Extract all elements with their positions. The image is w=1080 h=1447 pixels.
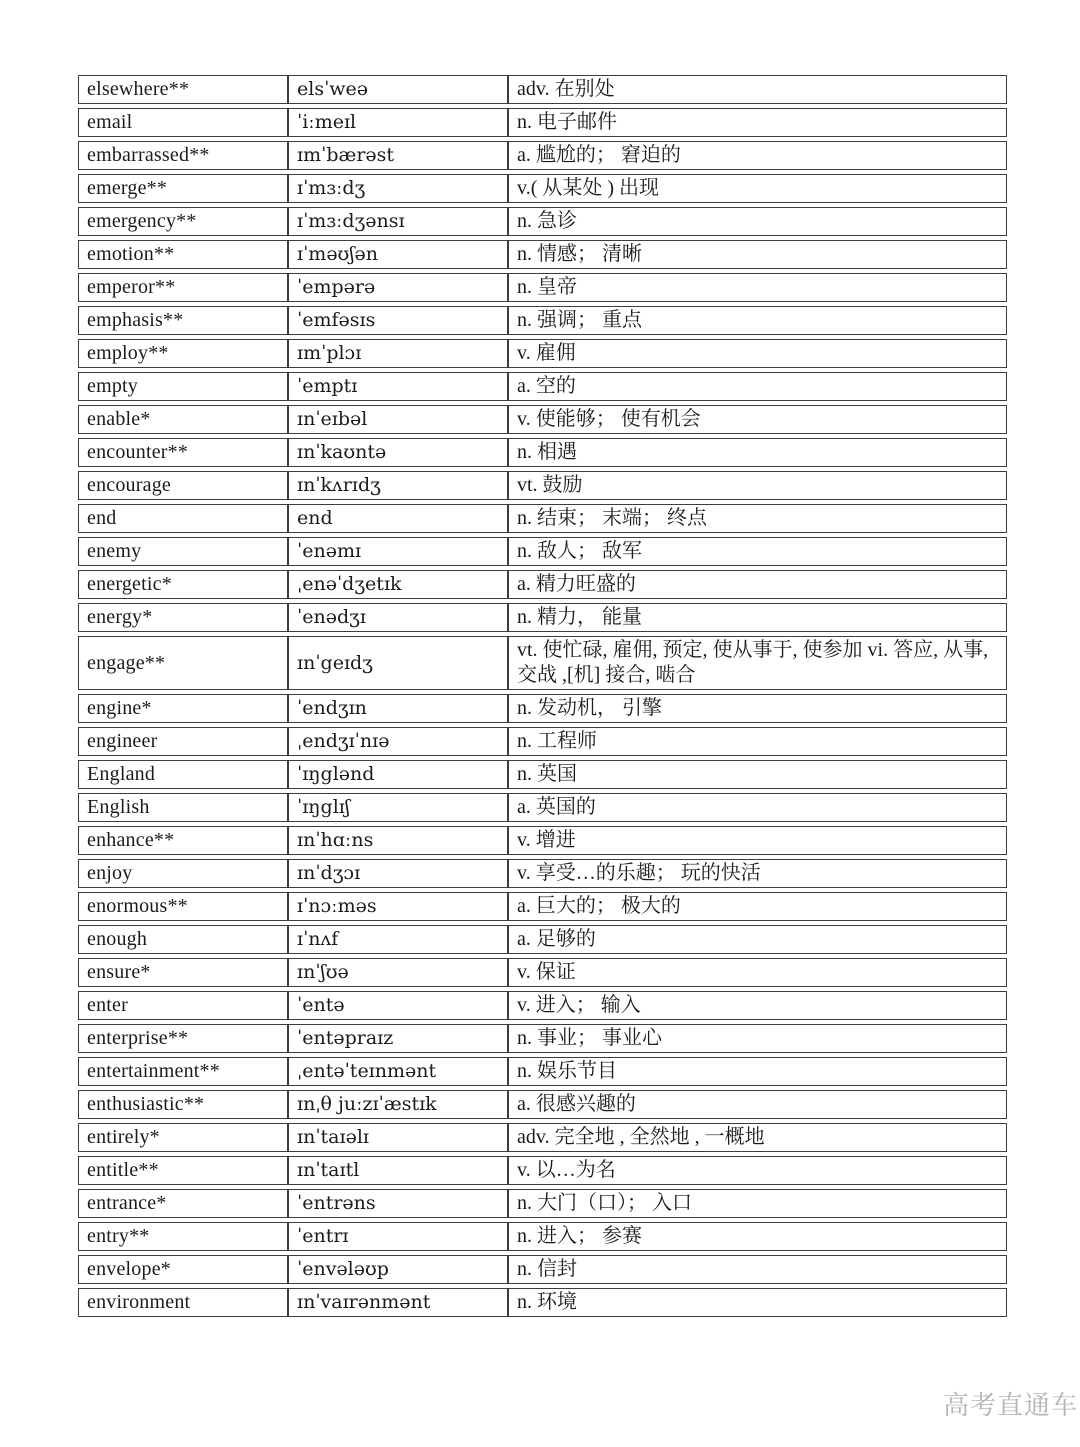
ipa-cell: elsˈweə	[288, 75, 508, 104]
ipa-cell: ɪˈmɜːdʒənsɪ	[288, 207, 508, 236]
watermark: 高考直通车	[942, 1391, 1078, 1420]
word-cell: employ**	[78, 339, 288, 368]
meaning-cell: n. 英国	[508, 760, 1007, 789]
meaning-cell: v. 进入； 输入	[508, 991, 1007, 1020]
word-cell: emerge**	[78, 174, 288, 203]
word-cell: emotion**	[78, 240, 288, 269]
word-cell: entertainment**	[78, 1057, 288, 1086]
ipa-cell: ɪmˈbærəst	[288, 141, 508, 170]
ipa-cell: ɪnˈhɑːns	[288, 826, 508, 855]
table-row	[78, 859, 1007, 888]
table-row	[78, 958, 1007, 987]
word-cell: engage**	[78, 636, 288, 690]
ipa-cell: ɪˈmɜːdʒ	[288, 174, 508, 203]
meaning-cell: n. 事业； 事业心	[508, 1024, 1007, 1053]
word-cell: emphasis**	[78, 306, 288, 335]
word-cell: energy*	[78, 603, 288, 632]
word-cell: England	[78, 760, 288, 789]
ipa-cell: ˈɪŋglənd	[288, 760, 508, 789]
table-row	[78, 273, 1007, 302]
vocabulary-table	[78, 71, 1007, 1321]
meaning-cell: n. 工程师	[508, 727, 1007, 756]
table-row	[78, 108, 1007, 137]
ipa-cell: ˌenəˈdʒetɪk	[288, 570, 508, 599]
ipa-cell: ˌentəˈteɪnmənt	[288, 1057, 508, 1086]
ipa-cell: ɪnˈtaɪəlɪ	[288, 1123, 508, 1152]
table-row	[78, 537, 1007, 566]
table-row	[78, 471, 1007, 500]
table-row	[78, 760, 1007, 789]
meaning-cell: a. 巨大的； 极大的	[508, 892, 1007, 921]
table-body	[78, 75, 1007, 1317]
ipa-cell: ˈenədʒɪ	[288, 603, 508, 632]
word-cell: enter	[78, 991, 288, 1020]
meaning-cell: a. 尴尬的； 窘迫的	[508, 141, 1007, 170]
meaning-cell: adv. 在别处	[508, 75, 1007, 104]
meaning-cell: v. 增进	[508, 826, 1007, 855]
table-row	[78, 306, 1007, 335]
table-row	[78, 727, 1007, 756]
table-row	[78, 141, 1007, 170]
ipa-cell: ˈempərə	[288, 273, 508, 302]
ipa-cell: ˈemfəsɪs	[288, 306, 508, 335]
ipa-cell: ɪnˈgeɪdʒ	[288, 636, 508, 690]
meaning-cell: v.( 从某处 ) 出现	[508, 174, 1007, 203]
word-cell: end	[78, 504, 288, 533]
table-row	[78, 694, 1007, 723]
ipa-cell: ɪˈməʊʃən	[288, 240, 508, 269]
word-cell: empty	[78, 372, 288, 401]
word-cell: enormous**	[78, 892, 288, 921]
table-row	[78, 991, 1007, 1020]
table-row	[78, 1189, 1007, 1218]
meaning-cell: a. 足够的	[508, 925, 1007, 954]
ipa-cell: ɪnˌθ juːzɪˈæstɪk	[288, 1090, 508, 1119]
table-row	[78, 636, 1007, 690]
table-row	[78, 570, 1007, 599]
table-row	[78, 1024, 1007, 1053]
word-cell: English	[78, 793, 288, 822]
table-row	[78, 207, 1007, 236]
ipa-cell: ˈentəpraɪz	[288, 1024, 508, 1053]
word-cell: enough	[78, 925, 288, 954]
table-row	[78, 892, 1007, 921]
table-row	[78, 438, 1007, 467]
word-cell: enhance**	[78, 826, 288, 855]
table-row	[78, 1123, 1007, 1152]
word-cell: encounter**	[78, 438, 288, 467]
word-cell: engine*	[78, 694, 288, 723]
table-row	[78, 1288, 1007, 1317]
word-cell: embarrassed**	[78, 141, 288, 170]
table-row	[78, 372, 1007, 401]
meaning-cell: n. 皇帝	[508, 273, 1007, 302]
meaning-cell: v. 使能够； 使有机会	[508, 405, 1007, 434]
ipa-cell: ˈendʒɪn	[288, 694, 508, 723]
ipa-cell: ɪˈnʌf	[288, 925, 508, 954]
ipa-cell: ˈenvələʊp	[288, 1255, 508, 1284]
word-cell: enterprise**	[78, 1024, 288, 1053]
ipa-cell: end	[288, 504, 508, 533]
word-cell: envelope*	[78, 1255, 288, 1284]
ipa-cell: ˈentə	[288, 991, 508, 1020]
word-cell: enable*	[78, 405, 288, 434]
word-cell: elsewhere**	[78, 75, 288, 104]
table-row	[78, 504, 1007, 533]
ipa-cell: ɪmˈplɔɪ	[288, 339, 508, 368]
ipa-cell: ɪnˈeɪbəl	[288, 405, 508, 434]
word-cell: ensure*	[78, 958, 288, 987]
meaning-cell: n. 精力， 能量	[508, 603, 1007, 632]
meaning-cell: n. 进入； 参赛	[508, 1222, 1007, 1251]
ipa-cell: ɪnˈdʒɔɪ	[288, 859, 508, 888]
meaning-cell: vt. 鼓励	[508, 471, 1007, 500]
meaning-cell: n. 情感； 清晰	[508, 240, 1007, 269]
word-cell: enthusiastic**	[78, 1090, 288, 1119]
ipa-cell: ˈɪŋglɪʃ	[288, 793, 508, 822]
table-row	[78, 1222, 1007, 1251]
meaning-cell: a. 空的	[508, 372, 1007, 401]
ipa-cell: ˈentrəns	[288, 1189, 508, 1218]
meaning-cell: n. 环境	[508, 1288, 1007, 1317]
meaning-cell: a. 英国的	[508, 793, 1007, 822]
table-row	[78, 339, 1007, 368]
word-cell: emperor**	[78, 273, 288, 302]
meaning-cell: n. 大门（口）； 入口	[508, 1189, 1007, 1218]
word-cell: environment	[78, 1288, 288, 1317]
table-row	[78, 174, 1007, 203]
word-cell: emergency**	[78, 207, 288, 236]
ipa-cell: ˈentrɪ	[288, 1222, 508, 1251]
meaning-cell: v. 雇佣	[508, 339, 1007, 368]
meaning-cell: n. 信封	[508, 1255, 1007, 1284]
word-cell: energetic*	[78, 570, 288, 599]
table-row	[78, 1090, 1007, 1119]
meaning-cell: adv. 完全地 , 全然地 , 一概地	[508, 1123, 1007, 1152]
meaning-cell: v. 以…为名	[508, 1156, 1007, 1185]
word-cell: entrance*	[78, 1189, 288, 1218]
table-row	[78, 405, 1007, 434]
meaning-cell: n. 相遇	[508, 438, 1007, 467]
ipa-cell: ɪnˈvaɪrənmənt	[288, 1288, 508, 1317]
word-cell: enemy	[78, 537, 288, 566]
word-cell: email	[78, 108, 288, 137]
word-cell: engineer	[78, 727, 288, 756]
meaning-cell: a. 精力旺盛的	[508, 570, 1007, 599]
ipa-cell: ɪnˈkʌrɪdʒ	[288, 471, 508, 500]
table-row	[78, 603, 1007, 632]
word-cell: encourage	[78, 471, 288, 500]
meaning-cell: n. 发动机， 引擎	[508, 694, 1007, 723]
meaning-cell: a. 很感兴趣的	[508, 1090, 1007, 1119]
table-row	[78, 1255, 1007, 1284]
word-cell: entirely*	[78, 1123, 288, 1152]
ipa-cell: ɪnˈʃʊə	[288, 958, 508, 987]
ipa-cell: ɪnˈtaɪtl	[288, 1156, 508, 1185]
meaning-cell: vt. 使忙碌, 雇佣, 预定, 使从事于, 使参加 vi. 答应, 从事, 交战 ,[机] 接合, 啮合	[508, 636, 1007, 690]
ipa-cell: ˌendʒɪˈnɪə	[288, 727, 508, 756]
table-row	[78, 75, 1007, 104]
word-cell: enjoy	[78, 859, 288, 888]
meaning-cell: n. 结束； 末端； 终点	[508, 504, 1007, 533]
ipa-cell: ˈemptɪ	[288, 372, 508, 401]
word-cell: entitle**	[78, 1156, 288, 1185]
ipa-cell: ˈenəmɪ	[288, 537, 508, 566]
ipa-cell: ˈiːmeɪl	[288, 108, 508, 137]
table-row	[78, 240, 1007, 269]
table-row	[78, 1057, 1007, 1086]
table-row	[78, 925, 1007, 954]
meaning-cell: n. 强调； 重点	[508, 306, 1007, 335]
meaning-cell: v. 保证	[508, 958, 1007, 987]
ipa-cell: ɪˈnɔːməs	[288, 892, 508, 921]
ipa-cell: ɪnˈkaʊntə	[288, 438, 508, 467]
meaning-cell: n. 娱乐节目	[508, 1057, 1007, 1086]
meaning-cell: v. 享受…的乐趣； 玩的快活	[508, 859, 1007, 888]
meaning-cell: n. 敌人； 敌军	[508, 537, 1007, 566]
word-cell: entry**	[78, 1222, 288, 1251]
table-row	[78, 793, 1007, 822]
meaning-cell: n. 急诊	[508, 207, 1007, 236]
meaning-cell: n. 电子邮件	[508, 108, 1007, 137]
table-row	[78, 826, 1007, 855]
table-row	[78, 1156, 1007, 1185]
